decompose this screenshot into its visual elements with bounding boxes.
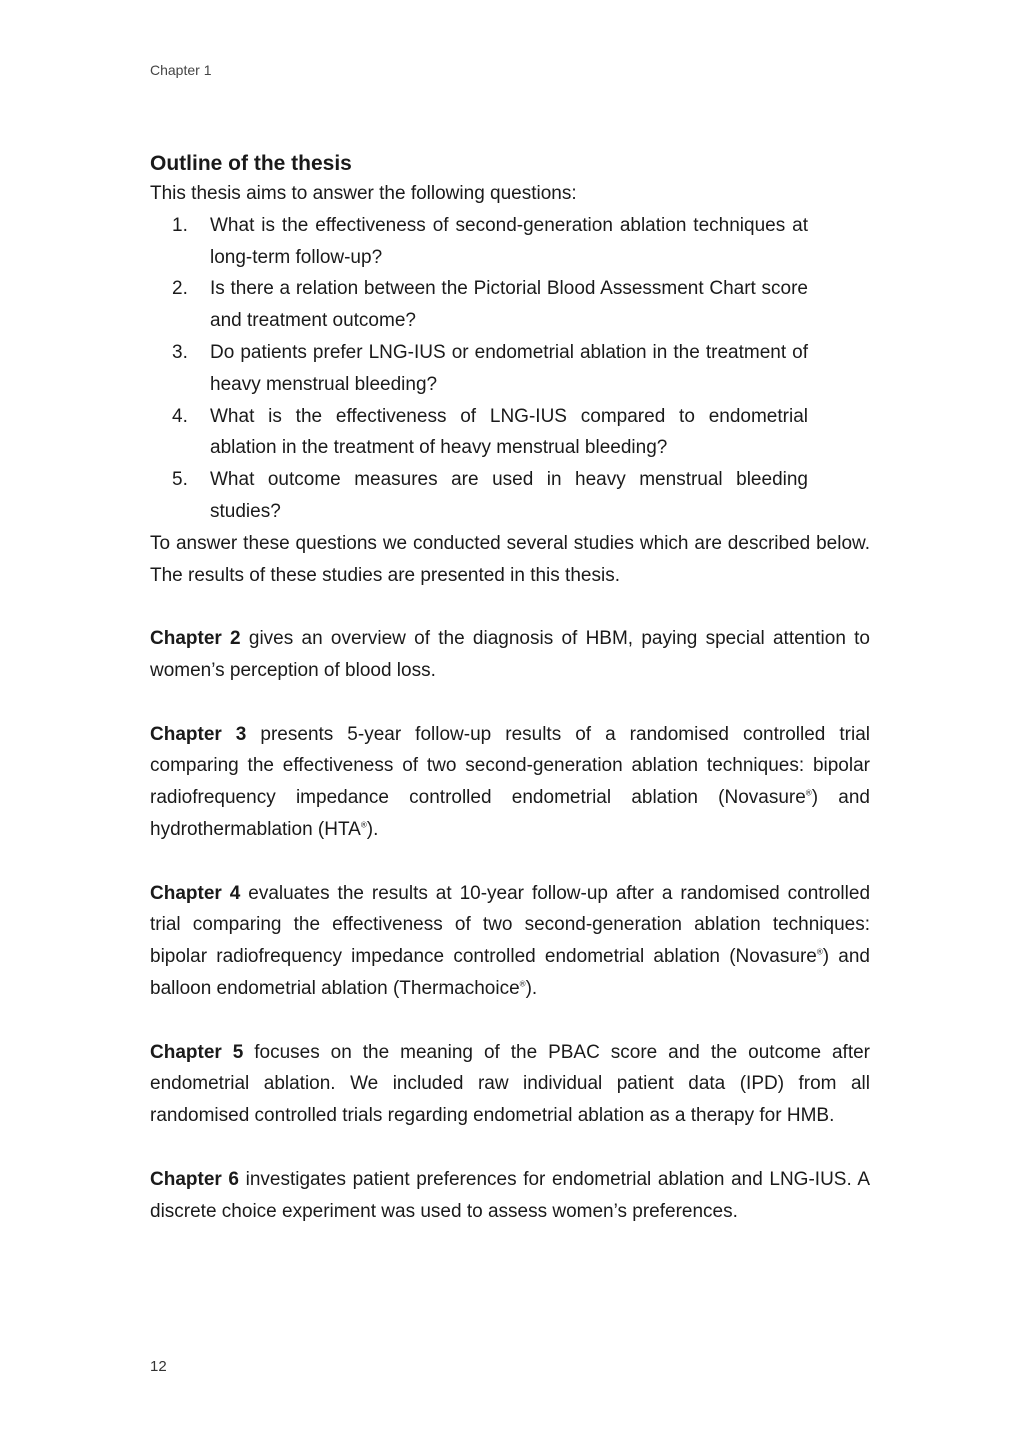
registered-mark: ®: [360, 820, 367, 830]
chapter-text: ).: [366, 818, 379, 840]
question-item: [172, 464, 808, 528]
chapter-4-paragraph: [150, 878, 870, 1005]
registered-mark: ®: [805, 788, 812, 798]
question-text: What outcome measures are used in heavy menstrual bleeding studies?: [210, 469, 808, 522]
chapter-label: Chapter 4: [150, 882, 241, 904]
chapter-text: ).: [525, 977, 538, 999]
chapter-3-paragraph: [150, 719, 870, 846]
chapter-2-paragraph: [150, 623, 870, 687]
question-item: [172, 273, 808, 337]
question-number: 5.: [172, 469, 188, 491]
question-text: Is there a relation between the Pictorial Blood Assessment Chart score and treatment outcome?: [210, 278, 808, 332]
registered-mark: ®: [816, 947, 823, 957]
section-title: Outline of the thesis: [150, 152, 352, 175]
chapter-label: Chapter 2: [150, 628, 241, 650]
question-list: [150, 210, 870, 528]
page-body: [150, 150, 870, 1227]
question-number: 1.: [172, 214, 188, 236]
chapter-text: presents 5-year follow-up results of a randomised controlled trial comparing the effectiveness of two second-generation ablation techniques: bipolar radiofrequency impedance controlled endometrial ablation (Novasure: [150, 723, 870, 809]
question-item: [172, 337, 808, 401]
question-text: What is the effectiveness of LNG-IUS compared to endometrial ablation in the treatment of heavy menstrual bleeding?: [210, 405, 808, 459]
chapter-label: Chapter 5: [150, 1041, 244, 1063]
chapter-5-paragraph: [150, 1037, 870, 1132]
chapter-text: focuses on the meaning of the PBAC score and the outcome after endometrial ablation. We included raw individual patient data (IPD) from all randomised controlled trials regarding endometrial ablation as a therapy for HMB.: [150, 1041, 871, 1127]
chapter-text: gives an overview of the diagnosis of HBM, paying special attention to women’s perception of blood loss.: [150, 628, 870, 681]
chapter-text: investigates patient preferences for endometrial ablation and LNG-IUS. A discrete choice experiment was used to assess women’s preferences.: [150, 1168, 870, 1222]
question-item: [172, 210, 808, 274]
chapter-text: evaluates the results at 10-year follow-up after a randomised controlled trial comparing the effectiveness of two second-generation ablation techniques: bipolar radiofrequency impedance controlled endometrial ablation (Novasure: [150, 882, 871, 968]
chapter-6-paragraph: [150, 1164, 870, 1228]
page-number: 12: [150, 1358, 167, 1375]
question-text: Do patients prefer LNG-IUS or endometrial ablation in the treatment of heavy menstrual bleeding?: [210, 341, 808, 395]
question-item: [172, 401, 808, 465]
intro-paragraph: This thesis aims to answer the following questions:: [150, 183, 577, 204]
question-number: 4.: [172, 405, 188, 427]
question-number: 2.: [172, 278, 188, 300]
chapter-text: ) and hydrothermablation (HTA: [150, 787, 870, 840]
question-text: What is the effectiveness of second-generation ablation techniques at long-term follow-up?: [210, 214, 808, 268]
chapter-label: Chapter 6: [150, 1168, 239, 1190]
chapter-label: Chapter 3: [150, 723, 247, 745]
chapter-text: ) and balloon endometrial ablation (Thermachoice: [150, 946, 870, 999]
running-head: Chapter 1: [150, 62, 212, 78]
after-questions-paragraph: To answer these questions we conducted several studies which are described below. The results of these studies are presented in this thesis.: [150, 532, 870, 586]
question-number: 3.: [172, 341, 188, 363]
registered-mark: ®: [519, 979, 526, 989]
